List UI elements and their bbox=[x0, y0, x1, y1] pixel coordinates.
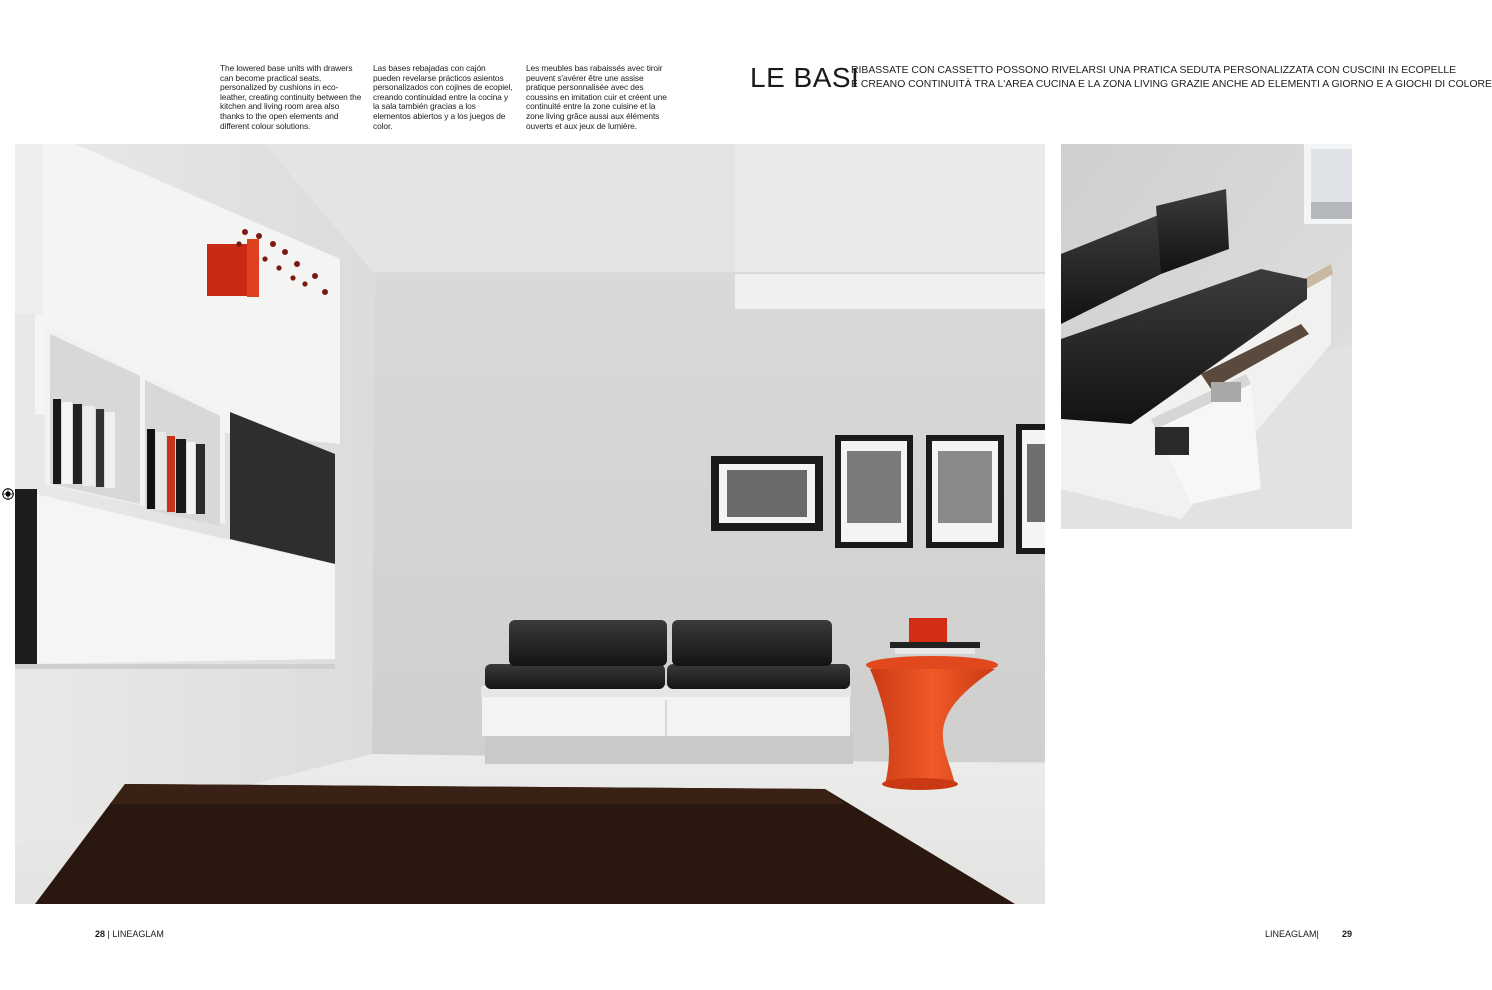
registration-mark-icon bbox=[2, 488, 14, 500]
right-folio-brand-block bbox=[1265, 928, 1319, 940]
page-title: LE BASI bbox=[750, 62, 860, 93]
living-room-illustration bbox=[15, 144, 1045, 904]
bench bbox=[481, 620, 853, 764]
subtitle-line-1: RIBASSATE CON CASSETTO POSSONO RIVELARSI UNA PRATICA SEDUTA PERSONALIZZATA CON CUSCINI IN ECOPELLE bbox=[851, 65, 1457, 76]
bench-drawer-illustration bbox=[1061, 144, 1352, 529]
right-folio-separator: | bbox=[1316, 929, 1319, 939]
left-page-number: 28 bbox=[95, 929, 106, 939]
right-folio-brand: LINEAGLAM bbox=[1265, 929, 1317, 939]
left-folio-brand: LINEAGLAM bbox=[112, 929, 164, 939]
french-description: Les meubles bas rabaissés avec tiroir peuvent s'avérer être une assise pratique personnalisée avec des coussins en imitation cuir et créent une continuité entre la zone cuisine et la zone living grâce aussi aux éléments ouverts et aux jeux de lumière. bbox=[526, 63, 667, 131]
left-folio bbox=[95, 928, 164, 940]
left-folio-separator: | bbox=[107, 929, 110, 939]
living-room-photo bbox=[15, 144, 1045, 904]
spanish-description: Las bases rebajadas con cajón pueden revelarse prácticos asientos personalizados con cojines de ecopiel, creando continuidad entre la cocina y la sala también gracias a los elementos abiertos y a los juegos de color. bbox=[373, 63, 513, 131]
headline-block bbox=[750, 62, 1492, 102]
right-page-number: 29 bbox=[1342, 929, 1353, 939]
page-subtitle bbox=[851, 64, 1492, 92]
english-description: The lowered base units with drawers can become practical seats, personalized by cushions in eco-leather, creating continuity between the kitchen and living room area also thanks to the open elements and different colour solutions. bbox=[220, 63, 362, 131]
subtitle-line-2: E CREANO CONTINUITÀ TRA L'AREA CUCINA E LA ZONA LIVING GRAZIE ANCHE AD ELEMENTI A GIORNO E A GIOCHI DI COLORE bbox=[851, 79, 1492, 90]
detail-photo bbox=[1061, 144, 1352, 529]
